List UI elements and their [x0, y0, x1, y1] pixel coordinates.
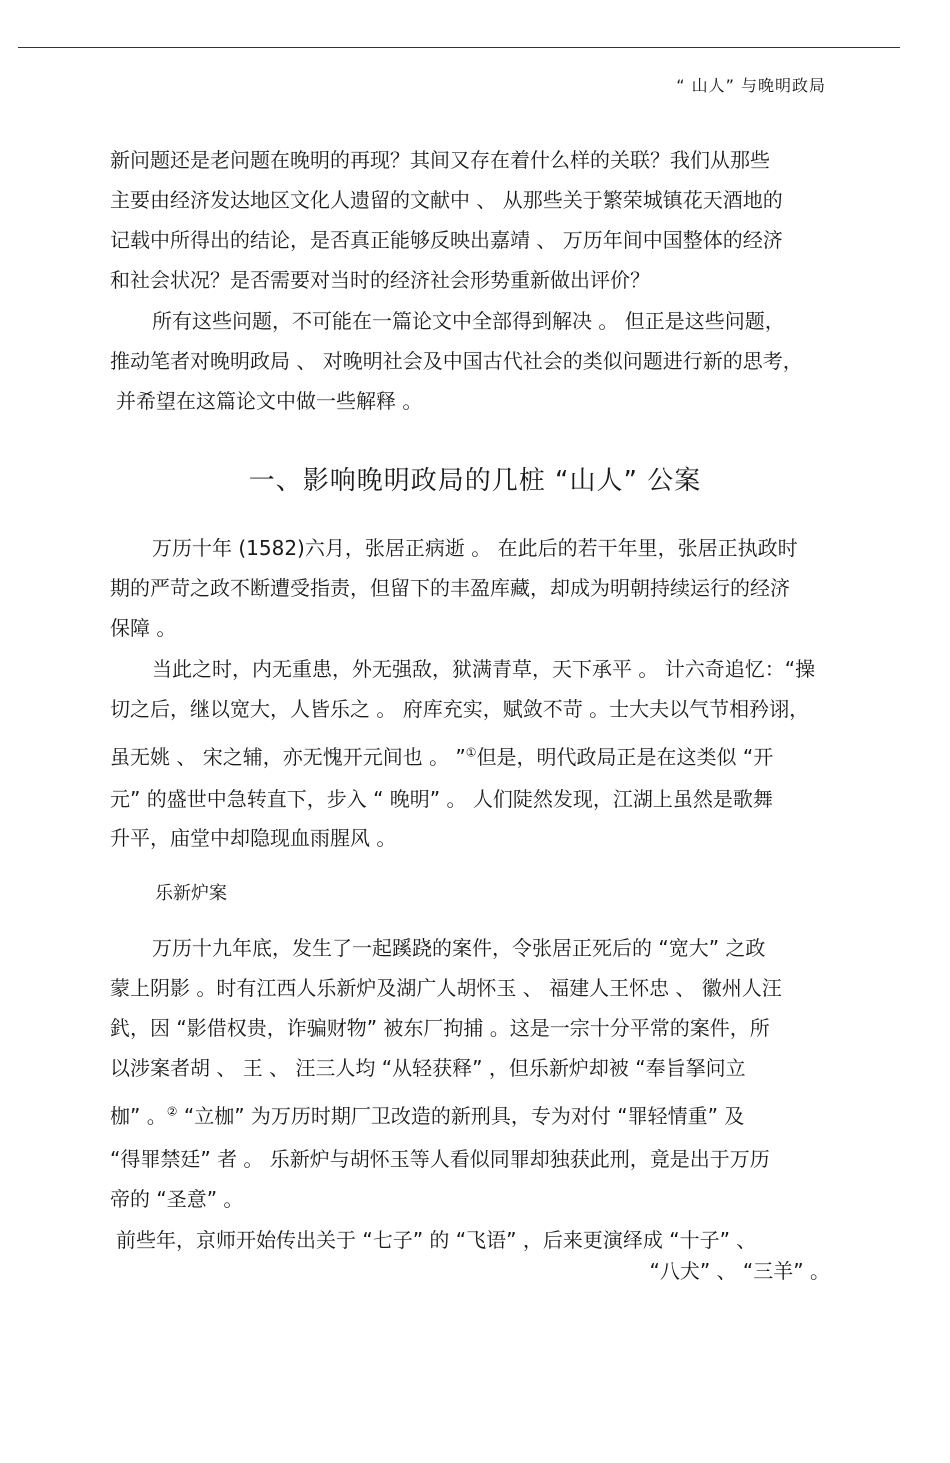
para4-line: 升平，庙堂中却隐现血雨腥风 。	[110, 826, 397, 850]
para5-line-text: 枷” 。	[110, 1104, 167, 1128]
para5-line: 蒙上阴影 。时有江西人乐新炉及湖广人胡怀玉 、 福建人王怀忠 、 徽州人汪	[110, 976, 782, 1000]
para3-line: 万历十年 (1582)六月，张居正病逝 。 在此后的若干年里，张居正执政时	[152, 536, 798, 560]
para5-line	[110, 1103, 744, 1129]
para2-line: 推动笔者对晚明政局 、 对晚明社会及中国古代社会的类似问题进行新的思考，	[110, 349, 803, 373]
para5-line: 釴，因 “影借权贵，诈骗财物” 被东厂拘捕 。这是一宗十分平常的案件，所	[110, 1016, 770, 1040]
para5-line-text: “立枷” 为万历时期厂卫改造的新刑具，专为对付 “罪轻情重” 及	[183, 1104, 745, 1128]
para6-line: 前些年，京师开始传出关于 “七子” 的 “飞语” ，后来更演绎成 “十子” 、	[116, 1228, 757, 1252]
para5-line: “得罪禁廷” 者 。 乐新炉与胡怀玉等人看似同罪却独获此刑，竟是出于万历	[110, 1147, 770, 1171]
header-rule	[18, 47, 900, 48]
para1-line: 主要由经济发达地区文化人遗留的文献中 、 从那些关于繁荣城镇花天酒地的	[110, 188, 783, 212]
para5-line: 以涉案者胡 、 王 、 汪三人均 “从轻获释” ，但乐新炉却被 “奉旨拏问立	[110, 1056, 746, 1080]
section-heading: 一、影响晚明政局的几桩 “山人” 公案	[248, 466, 702, 496]
para2-line: 并希望在这篇论文中做一些解释 。	[116, 389, 423, 413]
para4-line: 当此之时，内无重患，外无强敌，狱满青草，天下承平 。 计六奇追忆：“操	[152, 657, 816, 681]
para3-line: 保障 。	[110, 616, 177, 640]
running-head: “ 山人” 与晚明政局	[676, 76, 826, 95]
para4-line-text: 虽无姚 、 宋之辅，亦无愧开元间也 。 ”	[110, 745, 466, 769]
case-subheading: 乐新炉案	[155, 883, 227, 904]
para5-line: 万历十九年底，发生了一起蹊跷的案件，令张居正死后的 “宽大” 之政	[152, 936, 766, 960]
footnote-marker[interactable]: ②	[166, 1104, 178, 1119]
para3-line: 期的严苛之政不断遭受指责，但留下的丰盈库藏，却成为明朝持续运行的经济	[110, 576, 790, 600]
para1-line: 新问题还是老问题在晚明的再现？其间又存在着什么样的关联？我们从那些	[110, 148, 770, 172]
para1-line: 和社会状况？是否需要对当时的经济社会形势重新做出评价？	[110, 268, 650, 292]
para6-line: “八犬” 、 “三羊” 。	[649, 1259, 830, 1283]
para4-line-text: 但是，明代政局正是在这类似 “开	[476, 745, 774, 769]
para4-line: 元” 的盛世中急转直下，步入 “ 晚明” 。 人们陡然发现，江湖上虽然是歌舞	[110, 787, 773, 811]
para4-line: 切之后，继以宽大，人皆乐之 。 府库充实，赋敛不苛 。士大夫以气节相矜诩，	[110, 697, 810, 721]
footnote-marker[interactable]: ①	[465, 745, 477, 760]
para1-line: 记载中所得出的结论，是否真正能够反映出嘉靖 、 万历年间中国整体的经济	[110, 228, 783, 252]
para4-line	[110, 744, 773, 770]
para5-line: 帝的 “圣意” 。	[110, 1187, 244, 1211]
para2-line: 所有这些问题，不可能在一篇论文中全部得到解决 。 但正是这些问题，	[152, 309, 785, 333]
